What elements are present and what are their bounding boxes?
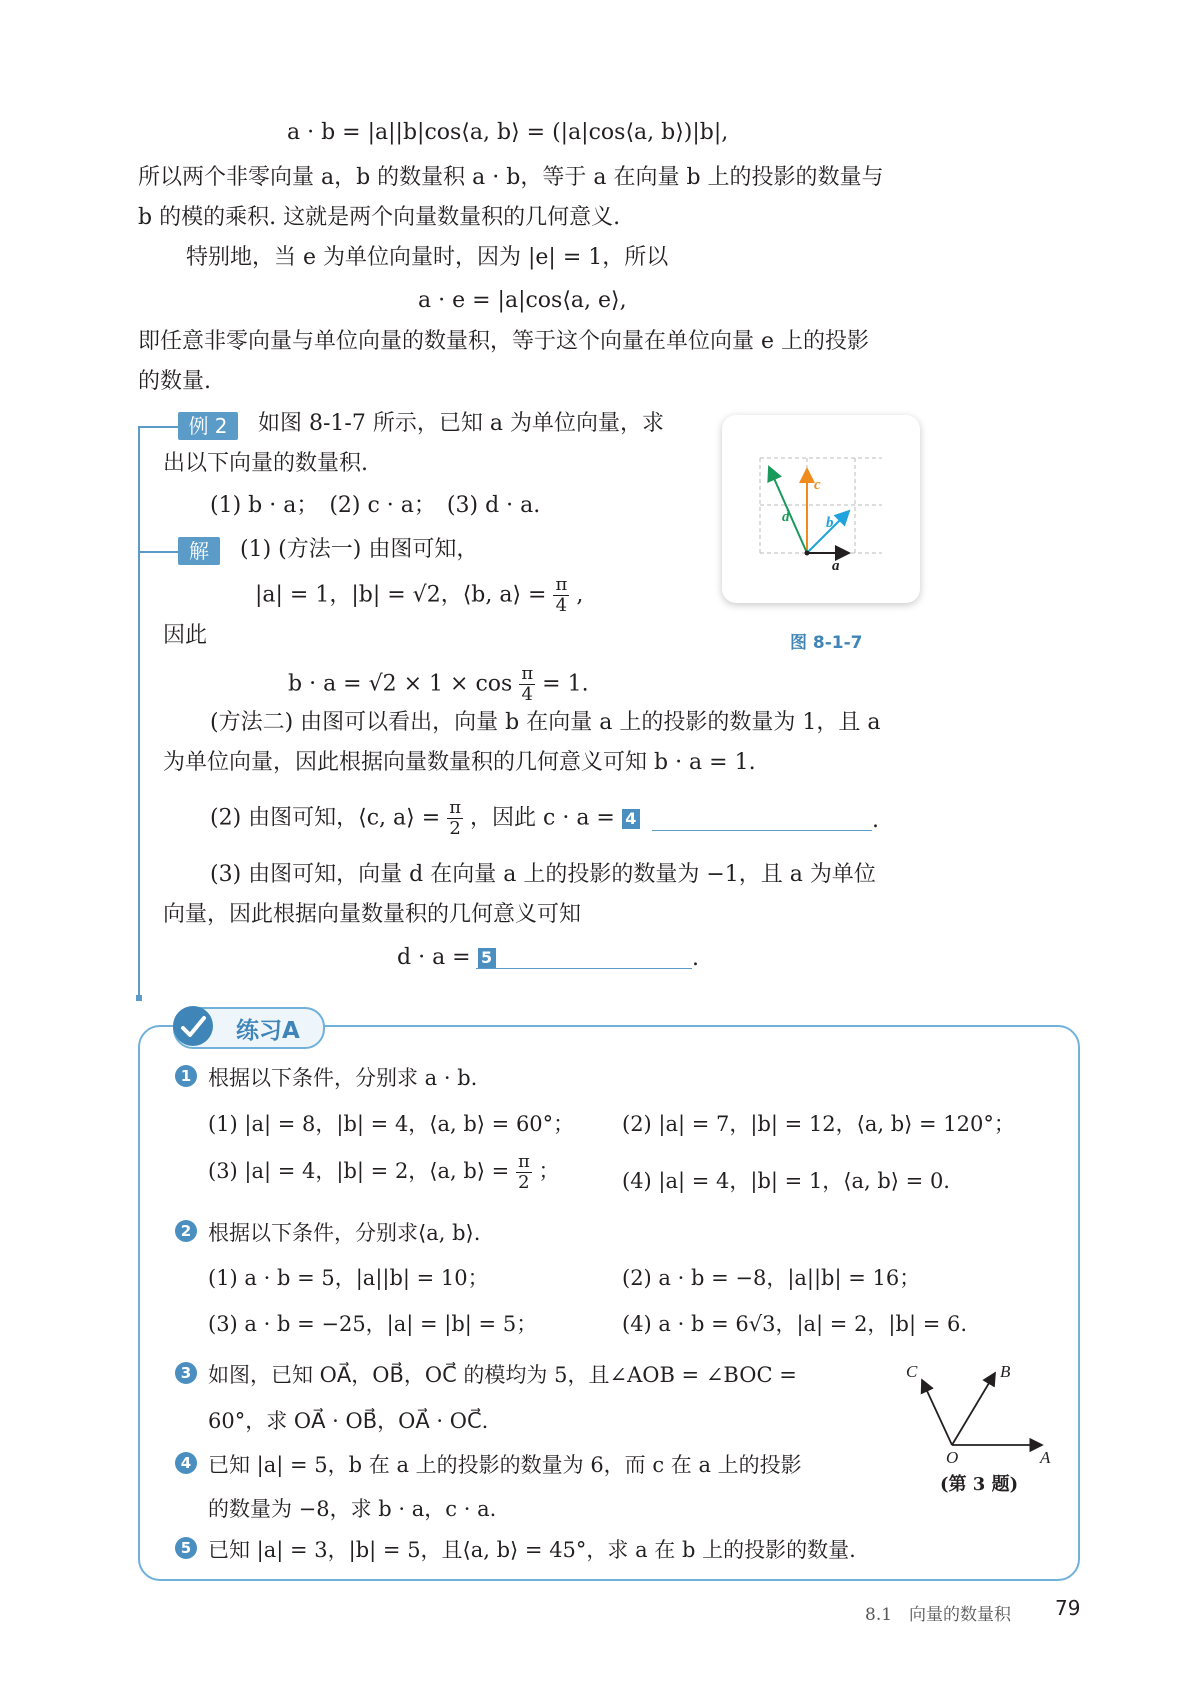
label-b-point: B <box>1000 1362 1011 1381</box>
example-bracket-line <box>138 426 140 998</box>
example-question-1: 如图 8-1-7 所示，已知 a 为单位向量，求 <box>258 411 664 436</box>
paragraph-geometric-meaning-2: b 的模的乘积. 这就是两个向量数量积的几何意义. <box>138 205 621 230</box>
question-2-part-2: (2) a · b = −8，|a||b| = 16； <box>622 1266 921 1290</box>
fraction-bottom: 4 <box>555 595 568 616</box>
question-1: 根据以下条件，分别求 a · b. <box>208 1066 478 1090</box>
label-c: c <box>814 477 821 493</box>
solution-method-2-line2: 为单位向量，因此根据向量数量积的几何意义可知 b · a = 1. <box>163 750 756 775</box>
question-1-part-4: (4) |a| = 4，|b| = 1，⟨a, b⟩ = 0. <box>622 1169 950 1193</box>
solution-part-3-text: d · a = <box>397 945 471 970</box>
solution-part-3-result <box>397 945 496 970</box>
question-1-part-3-text: (3) |a| = 4，|b| = 2，⟨a, b⟩ = <box>208 1159 510 1183</box>
fraction-bottom: 4 <box>521 684 533 705</box>
paragraph-conclusion-2: 的数量. <box>138 369 211 394</box>
answer-blank-line-5[interactable] <box>476 968 692 969</box>
pencil-check-icon <box>173 1006 213 1046</box>
blank-number-4: 4 <box>622 809 640 829</box>
solution-therefore: 因此 <box>163 623 208 648</box>
solution-method-2-line1: (方法二) 由图可以看出，向量 b 在向量 a 上的投影的数量为 1，且 a <box>210 710 881 735</box>
example-question-2: 出以下向量的数量积. <box>163 451 368 476</box>
solution-given-end: , <box>576 582 584 608</box>
equation-projection: a · b = |a||b|cos⟨a, b⟩ = (|a|cos⟨a, b⟩)|b|, <box>287 120 729 145</box>
solution-part-3-line1: (3) 由图可知，向量 d 在向量 a 上的投影的数量为 −1，且 a 为单位 <box>210 862 876 887</box>
label-b: b <box>826 515 834 531</box>
question-number-2: 2 <box>175 1220 197 1242</box>
vector-figure <box>722 415 920 603</box>
question-3-figure-caption: (第 3 题) <box>940 1474 1019 1495</box>
fraction-top: π <box>555 574 568 595</box>
label-d: d <box>782 509 790 525</box>
fraction-bottom: 2 <box>518 1172 530 1193</box>
fraction-bottom: 2 <box>449 818 461 839</box>
paragraph-conclusion-1: 即任意非零向量与单位向量的数量积，等于这个向量在单位向量 e 上的投影 <box>138 329 870 354</box>
fraction-pi-4 <box>553 575 569 616</box>
question-5: 已知 |a| = 3，|b| = 5，且⟨a, b⟩ = 45°，求 a 在 b 上的投影的数量. <box>208 1538 856 1562</box>
question-1-part-3 <box>208 1152 560 1193</box>
example-subquestions: (1) b · a； (2) c · a； (3) d · a. <box>210 493 541 518</box>
fraction-pi-2 <box>447 798 463 839</box>
label-a-point: A <box>1040 1448 1051 1465</box>
solution-part-2-end: ，因此 c · a = <box>470 805 615 831</box>
question-2-part-4: (4) a · b = 6√3，|a| = 2，|b| = 6. <box>622 1312 968 1336</box>
example-bracket-top <box>138 426 178 428</box>
label-c-point: C <box>906 1362 918 1381</box>
question-1-part-2: (2) |a| = 7，|b| = 12，⟨a, b⟩ = 120°； <box>622 1112 1015 1136</box>
question-2-part-1: (1) a · b = 5，|a||b| = 10； <box>208 1266 489 1290</box>
question-1-part-1: (1) |a| = 8，|b| = 4，⟨a, b⟩ = 60°； <box>208 1112 575 1136</box>
question-1-part-3-end: ； <box>538 1159 560 1183</box>
pencil-check-svg <box>173 1006 213 1046</box>
question-4-line2: 的数量为 −8，求 b · a，c · a. <box>208 1497 497 1521</box>
label-o-point: O <box>946 1448 959 1465</box>
solution-part-2-text: (2) 由图可知，⟨c, a⟩ = <box>210 805 441 831</box>
paragraph-unit-vector: 特别地，当 e 为单位向量时，因为 |e| = 1，所以 <box>186 245 669 270</box>
blank-number-5: 5 <box>478 948 496 968</box>
fraction-pi-4-cos <box>519 664 535 705</box>
footer-section-title: 8.1 向量的数量积 <box>865 1605 1012 1625</box>
example-tag: 例 2 <box>178 412 238 440</box>
solution-result-text: b · a = √2 × 1 × cos <box>288 671 513 697</box>
solution-result-1 <box>288 664 589 705</box>
fraction-pi-2-q1 <box>516 1152 532 1193</box>
figure-card <box>722 415 920 603</box>
origin-point <box>805 551 810 556</box>
solution-part-3-line2: 向量，因此根据向量数量积的几何意义可知 <box>163 902 582 927</box>
page-number: 79 <box>1055 1596 1081 1620</box>
paragraph-geometric-meaning-1: 所以两个非零向量 a，b 的数量积 a · b，等于 a 在向量 b 上的投影的数量与 <box>138 165 884 190</box>
question-number-1: 1 <box>175 1065 197 1087</box>
question-number-4: 4 <box>175 1452 197 1474</box>
question-3-line1: 如图，已知 OA⃗，OB⃗，OC⃗ 的模均为 5，且∠AOB = ∠BOC = <box>208 1363 797 1387</box>
equation-unit-vector: a · e = |a|cos⟨a, e⟩, <box>418 288 627 313</box>
fraction-top: π <box>521 663 534 684</box>
question-3-line2: 60°，求 OA⃗ · OB⃗，OA⃗ · OC⃗. <box>208 1409 489 1433</box>
solution-method-1: (1) (方法一) 由图可知， <box>240 537 479 562</box>
ray-ob <box>952 1373 995 1445</box>
question-2: 根据以下条件，分别求⟨a, b⟩. <box>208 1221 481 1245</box>
answer-blank-line-4[interactable] <box>652 830 872 831</box>
answer-blank-dot-4: . <box>872 808 879 833</box>
question-4-line1: 已知 |a| = 5，b 在 a 上的投影的数量为 6，而 c 在 a 上的投影 <box>208 1453 802 1477</box>
solution-given-text: |a| = 1，|b| = √2，⟨b, a⟩ = <box>255 582 547 608</box>
question-2-part-3: (3) a · b = −25，|a| = |b| = 5； <box>208 1312 538 1336</box>
solution-tag: 解 <box>178 537 220 565</box>
answer-blank-dot-5: . <box>692 946 699 971</box>
fraction-top: π <box>449 797 462 818</box>
fraction-top: π <box>517 1151 530 1172</box>
question-number-3: 3 <box>175 1362 197 1384</box>
ray-oc <box>922 1380 952 1445</box>
question-3-figure <box>890 1355 1060 1465</box>
solution-part-2 <box>210 798 640 839</box>
solution-bracket-top <box>138 551 178 553</box>
practice-title: 练习A <box>236 1018 300 1044</box>
solution-given-values <box>255 575 583 616</box>
solution-result-end: = 1. <box>542 671 589 697</box>
question-number-5: 5 <box>175 1537 197 1559</box>
figure-caption: 图 8-1-7 <box>790 633 863 653</box>
example-bracket-end <box>136 995 142 1001</box>
label-a: a <box>832 558 840 574</box>
